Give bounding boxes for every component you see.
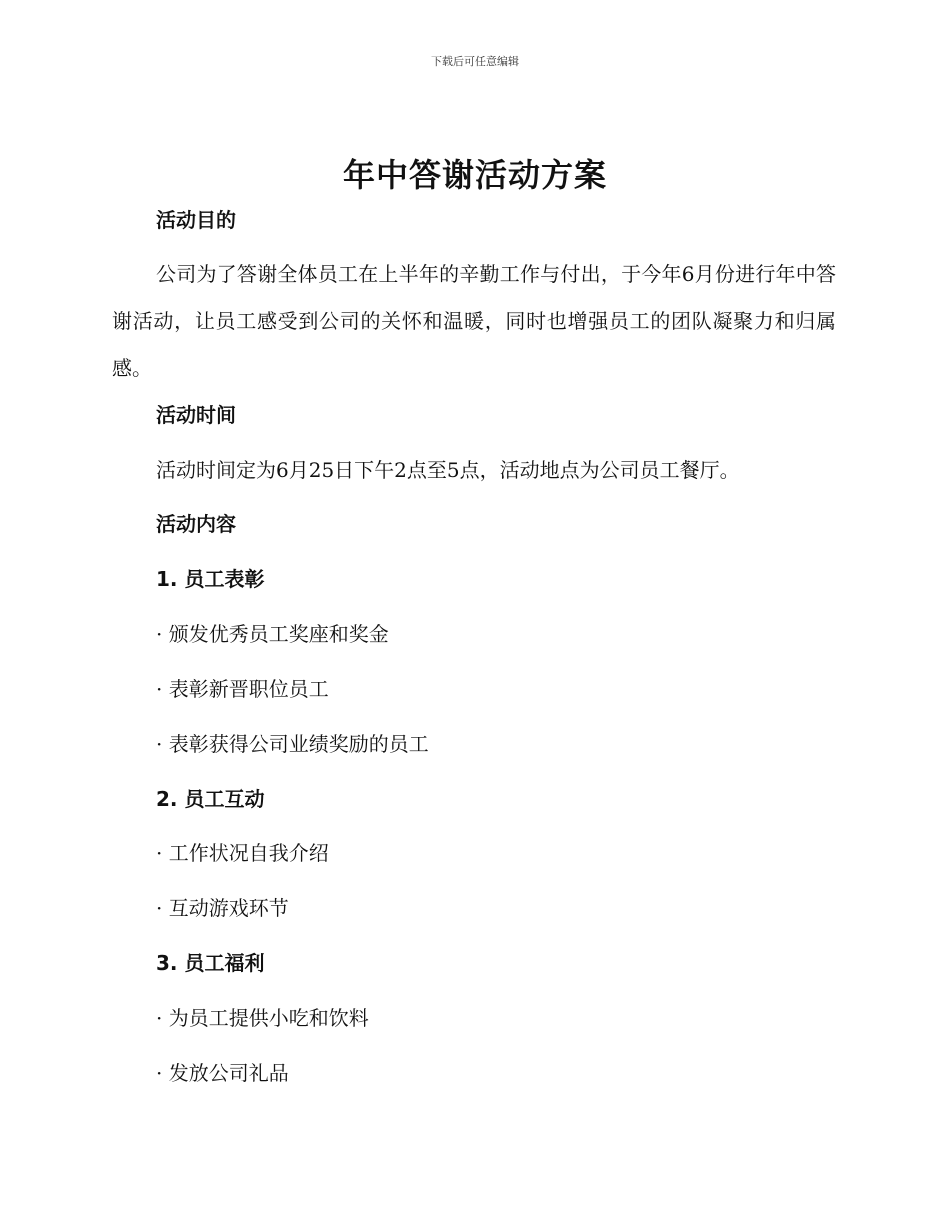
subheading-benefits: 3. 员工福利 [156, 951, 265, 975]
list-item: · 发放公司礼品 [156, 1061, 289, 1085]
list-item: · 为员工提供小吃和饮料 [156, 1006, 369, 1030]
section-heading-content: 活动内容 [156, 512, 236, 536]
list-item: · 表彰新晋职位员工 [156, 677, 329, 701]
subheading-interaction: 2. 员工互动 [156, 787, 265, 811]
section-heading-time: 活动时间 [156, 403, 236, 427]
paragraph-purpose: 公司为了答谢全体员工在上半年的辛勤工作与付出，于今年6月份进行年中答谢活动，让员工感受到公司的关怀和温暖，同时也增强员工的团队凝聚力和归属感。 [112, 262, 836, 380]
list-item: · 颁发优秀员工奖座和奖金 [156, 622, 389, 646]
list-item: · 表彰获得公司业绩奖励的员工 [156, 732, 429, 756]
subheading-recognition: 1. 员工表彰 [156, 567, 265, 591]
list-item: · 工作状况自我介绍 [156, 841, 329, 865]
page-header: 下载后可任意编辑 [431, 55, 519, 68]
document-title: 年中答谢活动方案 [342, 156, 607, 194]
section-heading-purpose: 活动目的 [156, 208, 236, 232]
paragraph-time: 活动时间定为6月25日下午2点至5点，活动地点为公司员工餐厅。 [156, 458, 740, 482]
list-item: · 互动游戏环节 [156, 896, 289, 920]
